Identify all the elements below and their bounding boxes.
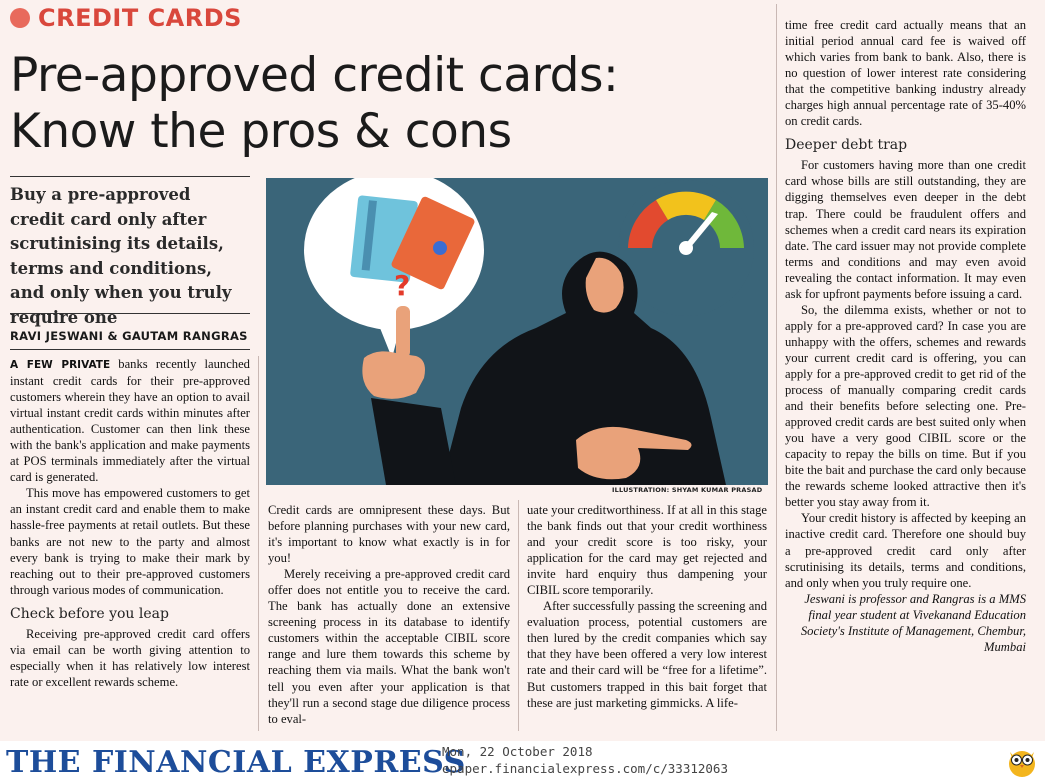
deck-bottom-rule bbox=[10, 313, 250, 314]
article-column-3 bbox=[527, 502, 767, 711]
subhead: Deeper debt trap bbox=[785, 137, 908, 154]
article-deck: Buy a pre-approved credit card only after scrutinising its details, terms and conditions, and only when you truly require one bbox=[10, 185, 232, 327]
section-label: CREDIT CARDS bbox=[38, 4, 242, 32]
arm-sleeve bbox=[371, 398, 456, 485]
byline: RAVI JESWANI & GAUTAM RANGRAS bbox=[10, 329, 248, 343]
paragraph: After successfully passing the screening and evaluation process, potential customers are then lured by the credit companies which say that they have been offered a very low interest rate and their card will be “free for a lifetime”. But customers trapped in this bait forget that these are just marketing gimmicks. A life- bbox=[527, 599, 767, 710]
paragraph: This move has empowered customers to get an instant credit card and enable them to make hassle-free payments at retail outlets. But these banks are not new to the party and almost every bank is trying to make their mark by reaching out to their pre-approved customers through various modes of communication. bbox=[10, 486, 250, 597]
owl-icon[interactable] bbox=[1005, 744, 1039, 778]
byline-rule bbox=[10, 349, 250, 350]
section-tag bbox=[10, 4, 242, 32]
lead-in: A FEW PRIVATE bbox=[10, 359, 111, 371]
card-chip-icon bbox=[433, 241, 447, 255]
paragraph bbox=[10, 356, 250, 485]
article-column-4 bbox=[785, 17, 1026, 655]
paragraph: So, the dilemma exists, whether or not to apply for a pre-approved card? In case you are unhappy with the offers, schemes and rewards your current credit card is offering, you can apply for a pre-approved credit to get rid of the process of manually comparing credit cards and their benefits before selecting one. Pre-approved credit cards are best suited only when you have a very good CIBIL score or the capacity to repay the bills on time. But if you bite the bait and purchase the card only because the rewards scheme looked attractive then it's better you stay away from it. bbox=[785, 302, 1026, 510]
paragraph: Credit cards are omnipresent these days. But before planning purchases with your new card, it's important to know what exactly is in for you! bbox=[268, 503, 510, 566]
headline-line-2: Know the pros & cons bbox=[10, 104, 512, 159]
author-note: Jeswani is professor and Rangras is a MMS final year student at Vivekanand Education Society's Institute of Management, Chembur, Mumbai bbox=[800, 591, 1026, 654]
edition-date: Mon, 22 October 2018 bbox=[442, 744, 593, 759]
headline bbox=[10, 48, 770, 160]
article-illustration bbox=[266, 178, 768, 485]
deck-top-rule bbox=[10, 176, 250, 177]
gauge-hub bbox=[679, 241, 693, 255]
section-dot-icon bbox=[10, 8, 30, 28]
paragraph: time free credit card actually means that an initial period annual card fee is waived off which varies from bank to bank. Also, there is no question of lower interest rate considering that the competitive banking industry already charges high annual percentage rate of 35-40% on credit cards. bbox=[785, 18, 1026, 129]
paragraph-text: banks recently launched instant credit cards for their pre-approved customers wherein they have an option to avail virtual instant credit cards within minutes after authentication. Customer can then link these with the bank's application and make payments at POS terminals immediately after the virtual card is generated. bbox=[10, 357, 250, 485]
paragraph: For customers having more than one credit card whose bills are still outstanding, they are digging themselves even deeper in the debt trap. There could be fraudulent offers and schemes when a credit card nears its expiration date. The card issuer may not provide complete terms and conditions and may even avoid revealing the contact information. It may even ask for upfront payments before issuing a card. bbox=[785, 158, 1026, 301]
edition-info bbox=[442, 743, 728, 777]
edition-url[interactable]: epaper.financialexpress.com/c/33312063 bbox=[442, 761, 728, 776]
illustration-graphic bbox=[266, 178, 768, 485]
thumb bbox=[396, 306, 410, 358]
column-divider bbox=[518, 500, 519, 731]
thumb-hand bbox=[362, 351, 425, 399]
paragraph: Receiving pre-approved credit card offers via email can be worth giving attention to especially when it has relatively low interest rate or excellent rewards scheme. bbox=[10, 626, 250, 689]
paragraph: Your credit history is affected by keeping an inactive credit card. Therefore one should buy a pre-approved credit card only after scrutinising its details, terms and conditions, and only when you truly require one. bbox=[785, 511, 1026, 590]
subhead: Check before you leap bbox=[10, 605, 169, 622]
question-mark-icon: ? bbox=[394, 269, 411, 302]
column-divider bbox=[776, 4, 777, 731]
masthead-logo[interactable] bbox=[6, 745, 466, 780]
masthead-text: THE FINANCIAL EXPRESS bbox=[6, 745, 466, 780]
article-column-1 bbox=[10, 356, 250, 690]
column-divider bbox=[258, 356, 259, 731]
headline-line-1: Pre-approved credit cards: bbox=[10, 48, 619, 103]
footer-bar bbox=[0, 741, 1045, 781]
paragraph: Merely receiving a pre-approved credit card offer does not entitle you to receive the card. The bank has actually done an extensive screening process in its database to identify customers within the acceptable CIBIL score range and lure them towards this scheme by reaching them via mails. What the bank won't tell you even after your application is that they'll run a second stage due diligence process to eval- bbox=[268, 567, 510, 726]
paragraph: uate your creditworthiness. If at all in this stage the bank finds out that your credit worthiness and your credit score is too risky, your application for the card may get rejected and invite hard enquiry thus dampening your CIBIL score temporarily. bbox=[527, 503, 767, 598]
illustration-credit: ILLUSTRATION: SHYAM KUMAR PRASAD bbox=[612, 486, 763, 494]
article-column-2 bbox=[268, 502, 510, 727]
